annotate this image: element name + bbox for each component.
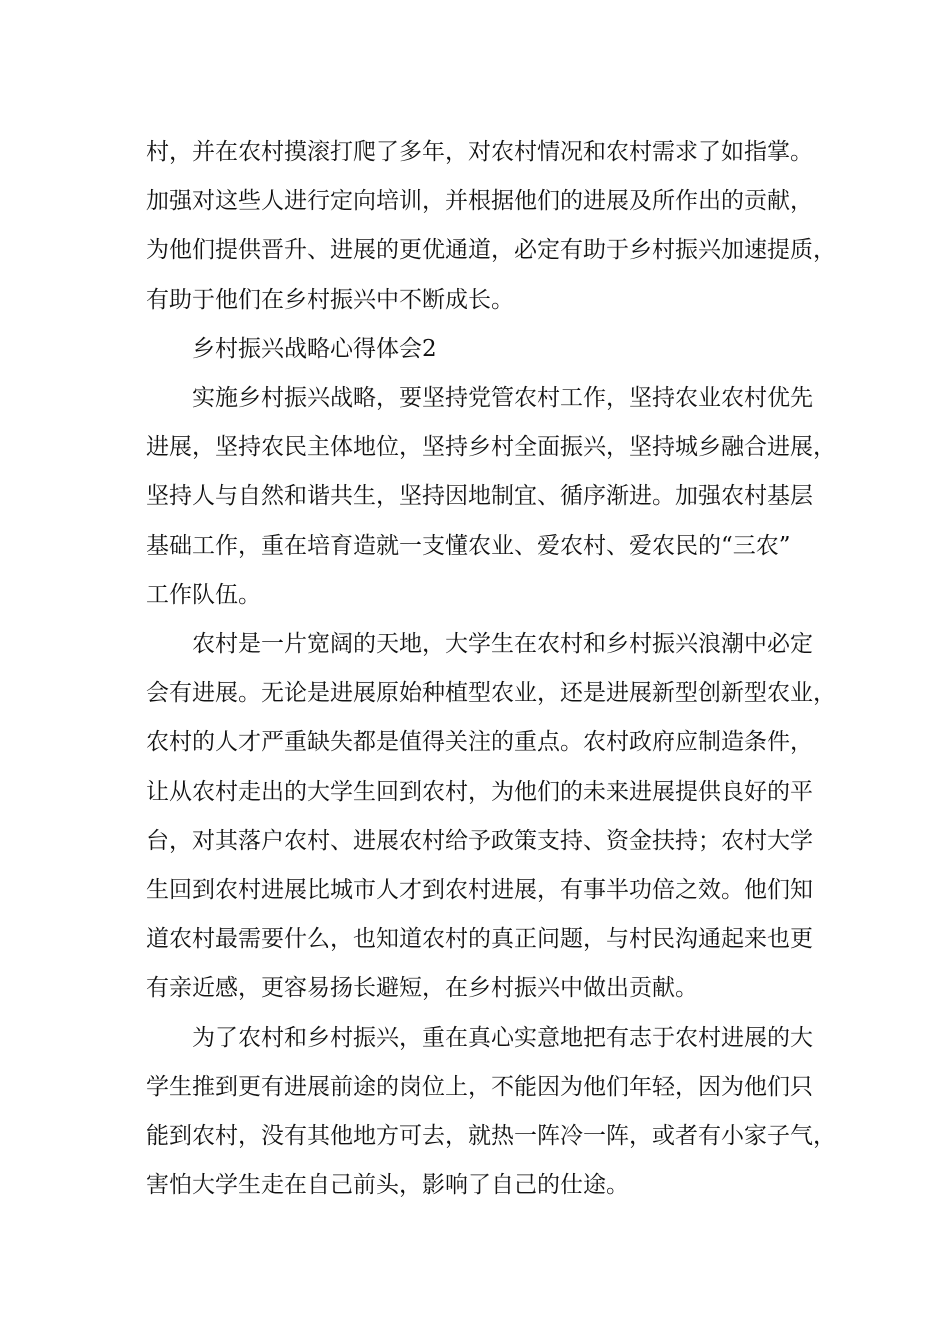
text-line: 坚持人与自然和谐共生，坚持因地制宜、循序渐进。加强农村基层 bbox=[146, 483, 813, 510]
text-line: 会有进展。无论是进展原始种植型农业，还是进展新型创新型农业， bbox=[146, 680, 836, 707]
text-line: 基础工作，重在培育造就一支懂农业、爱农村、爱农民的“三农” bbox=[146, 532, 791, 559]
document-body bbox=[146, 128, 836, 1210]
text-line: 生回到农村进展比城市人才到农村进展，有事半功倍之效。他们知 bbox=[146, 877, 813, 904]
section-heading bbox=[146, 325, 836, 374]
text-line: 加强对这些人进行定向培训，并根据他们的进展及所作出的贡献， bbox=[146, 188, 813, 215]
text-line: 农村是一片宽阔的天地，大学生在农村和乡村振兴浪潮中必定 bbox=[192, 631, 813, 658]
paragraph bbox=[146, 620, 836, 1014]
text-line: 为了农村和乡村振兴，重在真心实意地把有志于农村进展的大 bbox=[192, 1024, 813, 1051]
paragraph bbox=[146, 1014, 836, 1211]
paragraph bbox=[146, 374, 836, 620]
paragraph bbox=[146, 128, 836, 325]
text-line: 进展，坚持农民主体地位，坚持乡村全面振兴，坚持城乡融合进展， bbox=[146, 434, 836, 461]
text-line: 台，对其落户农村、进展农村给予政策支持、资金扶持；农村大学 bbox=[146, 827, 813, 854]
text-line: 工作队伍。 bbox=[146, 581, 261, 608]
text-line: 实施乡村振兴战略，要坚持党管农村工作，坚持农业农村优先 bbox=[192, 385, 813, 412]
text-line: 让从农村走出的大学生回到农村，为他们的未来进展提供良好的平 bbox=[146, 778, 813, 805]
text-line: 村，并在农村摸滚打爬了多年，对农村情况和农村需求了如指掌。 bbox=[146, 139, 813, 165]
text-line: 学生推到更有进展前途的岗位上，不能因为他们年轻，因为他们只 bbox=[146, 1073, 813, 1100]
text-line: 乡村振兴战略心得体会2 bbox=[192, 335, 437, 362]
text-line: 有亲近感，更容易扬长避短，在乡村振兴中做出贡献。 bbox=[146, 975, 698, 1002]
text-line: 道农村最需要什么，也知道农村的真正问题，与村民沟通起来也更 bbox=[146, 926, 813, 953]
text-line: 有助于他们在乡村振兴中不断成长。 bbox=[146, 286, 514, 313]
text-line: 为他们提供晋升、进展的更优通道，必定有助于乡村振兴加速提质， bbox=[146, 237, 836, 264]
text-line: 能到农村，没有其他地方可去，就热一阵冷一阵，或者有小家子气， bbox=[146, 1123, 836, 1150]
text-line: 害怕大学生走在自己前头，影响了自己的仕途。 bbox=[146, 1172, 629, 1199]
text-line: 农村的人才严重缺失都是值得关注的重点。农村政府应制造条件， bbox=[146, 729, 813, 756]
